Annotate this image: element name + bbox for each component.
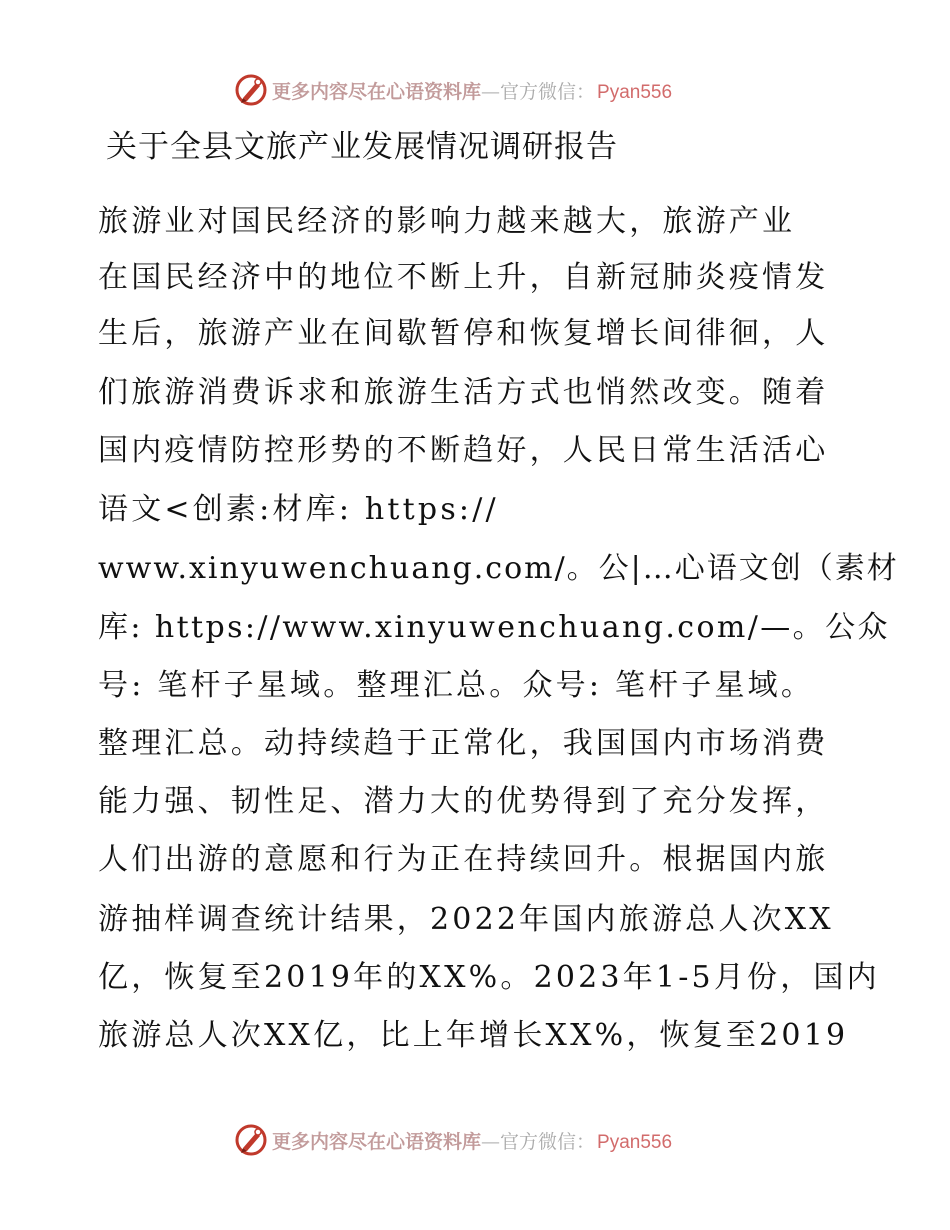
- pen-logo-icon: [234, 73, 268, 107]
- footer-wechat-label: 官方微信：: [500, 1130, 596, 1153]
- body-line-7: www.xinyuwenchuang.com/。公|…心语文创（素材: [98, 551, 899, 586]
- body-line-4: 们旅游消费诉求和旅游生活方式也悄然改变。随着: [98, 375, 829, 410]
- header-wechat-id: Pyan556: [597, 81, 673, 103]
- header-banner-text: [272, 77, 672, 104]
- header-brand-text: 更多内容尽在心语资料库: [272, 80, 482, 103]
- body-line-13: 游抽样调查统计结果，2022年国内旅游总人次XX: [98, 902, 834, 937]
- body-line-11: 能力强、韧性足、潜力大的优势得到了充分发挥，: [98, 784, 829, 819]
- body-line-3: 生后，旅游产业在间歇暂停和恢复增长间徘徊，人: [98, 316, 829, 351]
- footer-banner-text: [272, 1127, 672, 1154]
- pen-logo-icon: [234, 1123, 268, 1157]
- document-title: 关于全县文旅产业发展情况调研报告: [106, 129, 618, 165]
- header-wechat-label: 官方微信：: [500, 80, 596, 103]
- body-line-8: 库: https://www.xinyuwenchuang.com/—。公众: [98, 610, 890, 645]
- body-line-6: 语文<创素:材库: https://: [98, 492, 499, 527]
- header-watermark-banner: [234, 70, 714, 110]
- body-line-1: 旅游业对国民经济的影响力越来越大，旅游产业: [98, 204, 796, 239]
- body-line-5: 国内疫情防控形势的不断趋好，人民日常生活活心: [98, 433, 829, 468]
- body-line-14: 亿，恢复至2019年的XX%。2023年1-5月份，国内: [98, 960, 880, 995]
- body-line-9: 号: 笔杆子星域。整理汇总。众号: 笔杆子星域。: [98, 668, 815, 703]
- body-line-2: 在国民经济中的地位不断上升，自新冠肺炎疫情发: [98, 260, 829, 295]
- body-line-12: 人们出游的意愿和行为正在持续回升。根据国内旅: [98, 842, 829, 877]
- footer-separator: —: [481, 1130, 501, 1153]
- footer-wechat-id: Pyan556: [597, 1131, 673, 1153]
- body-line-15: 旅游总人次XX亿，比上年增长XX%，恢复至2019: [98, 1018, 849, 1053]
- footer-brand-text: 更多内容尽在心语资料库: [272, 1130, 482, 1153]
- body-line-10: 整理汇总。动持续趋于正常化，我国国内市场消费: [98, 726, 829, 761]
- footer-watermark-banner: [234, 1120, 714, 1160]
- header-separator: —: [481, 80, 501, 103]
